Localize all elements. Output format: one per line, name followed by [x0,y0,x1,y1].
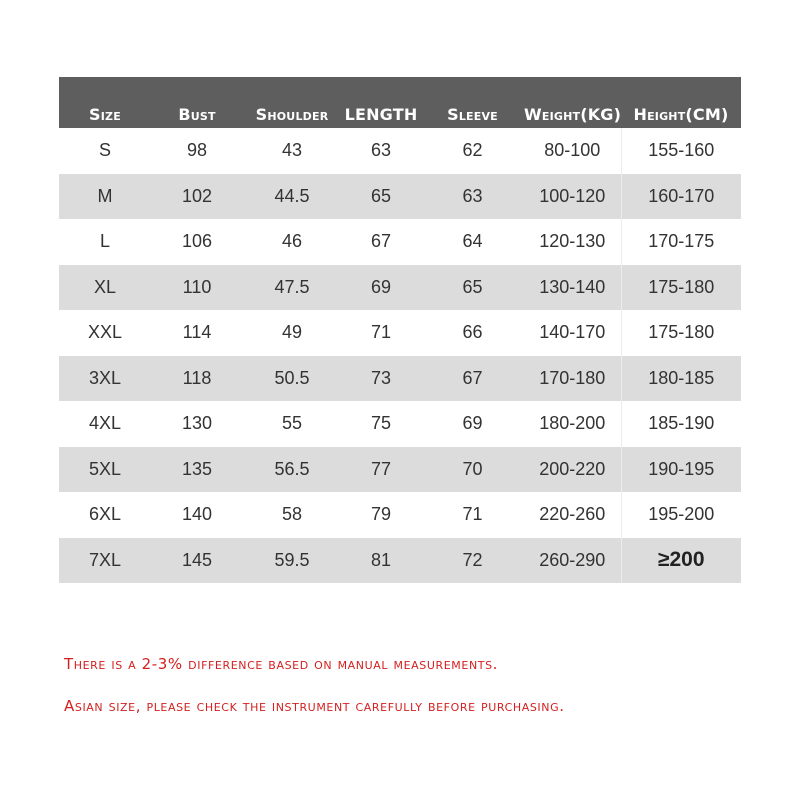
cell-sleeve: 71 [421,492,524,538]
cell-shoulder: 44.5 [243,174,341,220]
cell-sleeve: 64 [421,219,524,265]
cell-weight: 100-120 [524,174,621,220]
cell-shoulder: 47.5 [243,265,341,311]
table-row [59,447,741,493]
cell-weight: 120-130 [524,219,621,265]
table-row [59,538,741,584]
header-sleeve: Sleeve [421,77,524,128]
cell-weight: 200-220 [524,447,621,493]
cell-bust: 140 [151,492,243,538]
table-row [59,219,741,265]
cell-length: 71 [341,310,421,356]
cell-weight: 80-100 [524,128,621,174]
cell-size: M [59,174,151,220]
cell-height: 190-195 [621,447,741,493]
table-row [59,356,741,402]
cell-length: 63 [341,128,421,174]
size-table [59,77,741,583]
cell-length: 67 [341,219,421,265]
cell-bust: 114 [151,310,243,356]
cell-length: 73 [341,356,421,402]
cell-height: ≥200 [621,538,741,584]
cell-bust: 102 [151,174,243,220]
cell-shoulder: 56.5 [243,447,341,493]
cell-size: 4XL [59,401,151,447]
cell-height: 185-190 [621,401,741,447]
cell-weight: 140-170 [524,310,621,356]
cell-shoulder: 43 [243,128,341,174]
cell-length: 81 [341,538,421,584]
cell-size: L [59,219,151,265]
cell-sleeve: 70 [421,447,524,493]
cell-bust: 106 [151,219,243,265]
header-size: Size [59,77,151,128]
table-row [59,310,741,356]
header-height: Height(CM) [621,77,741,128]
notes [64,655,764,715]
cell-length: 75 [341,401,421,447]
cell-shoulder: 49 [243,310,341,356]
cell-size: 3XL [59,356,151,402]
cell-size: XL [59,265,151,311]
cell-weight: 170-180 [524,356,621,402]
cell-shoulder: 46 [243,219,341,265]
cell-bust: 145 [151,538,243,584]
cell-sleeve: 72 [421,538,524,584]
header-bust: Bust [151,77,243,128]
cell-sleeve: 63 [421,174,524,220]
table-row [59,492,741,538]
cell-shoulder: 58 [243,492,341,538]
cell-shoulder: 55 [243,401,341,447]
note-measurement-difference: There is a 2-3% difference based on manual measurements. [64,655,499,673]
cell-shoulder: 59.5 [243,538,341,584]
cell-bust: 118 [151,356,243,402]
cell-size: 6XL [59,492,151,538]
cell-size: S [59,128,151,174]
cell-height: 175-180 [621,265,741,311]
cell-length: 79 [341,492,421,538]
cell-weight: 180-200 [524,401,621,447]
cell-bust: 135 [151,447,243,493]
cell-sleeve: 66 [421,310,524,356]
cell-length: 69 [341,265,421,311]
cell-size: 7XL [59,538,151,584]
cell-shoulder: 50.5 [243,356,341,402]
cell-weight: 260-290 [524,538,621,584]
cell-length: 65 [341,174,421,220]
cell-length: 77 [341,447,421,493]
cell-height: 155-160 [621,128,741,174]
cell-bust: 130 [151,401,243,447]
cell-height: 160-170 [621,174,741,220]
cell-bust: 110 [151,265,243,311]
cell-height: 175-180 [621,310,741,356]
cell-sleeve: 62 [421,128,524,174]
table-row [59,128,741,174]
header-length: LENGTH [341,77,421,128]
cell-weight: 220-260 [524,492,621,538]
cell-height: 195-200 [621,492,741,538]
table-row [59,401,741,447]
cell-sleeve: 67 [421,356,524,402]
cell-size: 5XL [59,447,151,493]
header-weight: Weight(KG) [524,77,621,128]
cell-height: 180-185 [621,356,741,402]
size-chart [59,77,741,583]
cell-bust: 98 [151,128,243,174]
cell-size: XXL [59,310,151,356]
header-shoulder: Shoulder [243,77,341,128]
table-row [59,265,741,311]
header-row [59,77,741,128]
note-asian-size: Asian size, please check the instrument carefully before purchasing. [64,697,565,715]
cell-height: 170-175 [621,219,741,265]
cell-sleeve: 69 [421,401,524,447]
table-row [59,174,741,220]
cell-weight: 130-140 [524,265,621,311]
cell-sleeve: 65 [421,265,524,311]
